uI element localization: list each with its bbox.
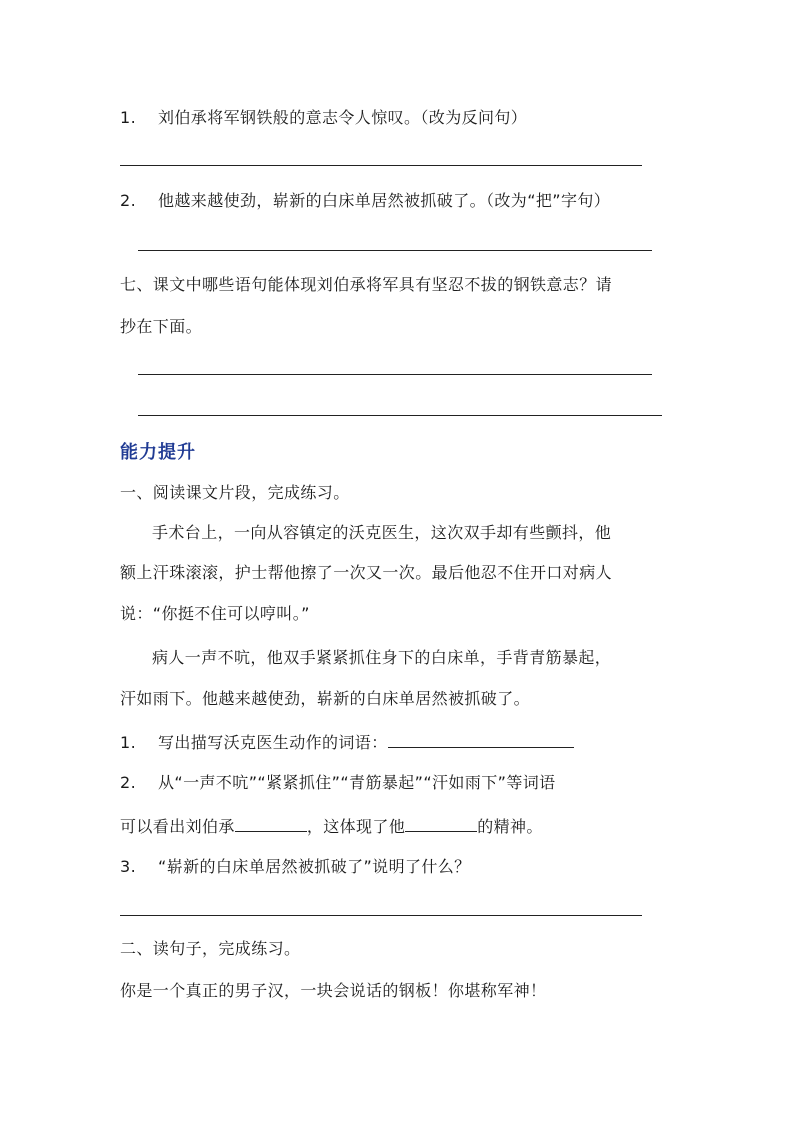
passage-line: 汗如雨下。他越来越使劲，崭新的白床单居然被抓破了。 bbox=[120, 689, 531, 708]
question-text: 刘伯承将军钢铁般的意志令人惊叹。（改为反问句） bbox=[158, 108, 528, 127]
fill-blank[interactable] bbox=[235, 815, 307, 832]
fill-blank[interactable] bbox=[388, 731, 574, 748]
fill-blank[interactable] bbox=[405, 815, 477, 832]
answer-line[interactable] bbox=[138, 374, 652, 375]
question-number: 3. bbox=[120, 857, 137, 876]
question-number: 2. bbox=[120, 773, 137, 792]
question-number: 2. bbox=[120, 191, 137, 210]
question-text: 从“一声不吭”“紧紧抓住”“青筋暴起”“汗如雨下”等词语 bbox=[158, 773, 556, 792]
part-two-sentence: 你是一个真正的男子汉，一块会说话的钢板！你堪称军神！ bbox=[120, 981, 547, 1000]
question-text: “崭新的白床单居然被抓破了”说明了什么？ bbox=[158, 857, 471, 876]
section-heading: 能力提升 bbox=[120, 442, 196, 463]
question-text: 可以看出刘伯承 bbox=[120, 817, 235, 836]
section-seven-line-2: 抄在下面。 bbox=[120, 317, 203, 336]
section-seven-line-1: 七、课文中哪些语句能体现刘伯承将军具有坚忍不拔的钢铁意志？请 bbox=[120, 275, 613, 294]
question-text: 他越来越使劲，崭新的白床单居然被抓破了。（改为“把”字句） bbox=[158, 191, 611, 210]
answer-line[interactable] bbox=[120, 915, 642, 916]
passage-line: 额上汗珠滚滚，护士帮他擦了一次又一次。最后他忍不住开口对病人 bbox=[120, 563, 613, 582]
answer-line[interactable] bbox=[138, 415, 662, 416]
question-1 bbox=[120, 107, 527, 129]
part-one-title: 一、阅读课文片段，完成练习。 bbox=[120, 483, 350, 502]
passage-line: 手术台上，一向从容镇定的沃克医生，这次双手却有些颤抖，他 bbox=[152, 523, 612, 542]
exercise-1 bbox=[120, 731, 574, 754]
part-two-title: 二、读句子，完成练习。 bbox=[120, 939, 301, 958]
passage-line: 说：“你挺不住可以哼叫。” bbox=[120, 604, 310, 623]
question-number: 1. bbox=[120, 733, 137, 752]
exercise-2 bbox=[120, 772, 556, 794]
passage-line: 病人一声不吭，他双手紧紧抓住身下的白床单，手背青筋暴起， bbox=[152, 648, 612, 667]
answer-line[interactable] bbox=[138, 250, 652, 251]
answer-line[interactable] bbox=[120, 165, 642, 166]
exercise-3 bbox=[120, 856, 471, 878]
question-2 bbox=[120, 190, 610, 212]
question-text: 的精神。 bbox=[477, 817, 543, 836]
question-text: ，这体现了他 bbox=[306, 817, 406, 836]
question-text: 写出描写沃克医生动作的词语： bbox=[158, 733, 388, 752]
exercise-2-line-2 bbox=[120, 815, 543, 838]
question-number: 1. bbox=[120, 108, 137, 127]
